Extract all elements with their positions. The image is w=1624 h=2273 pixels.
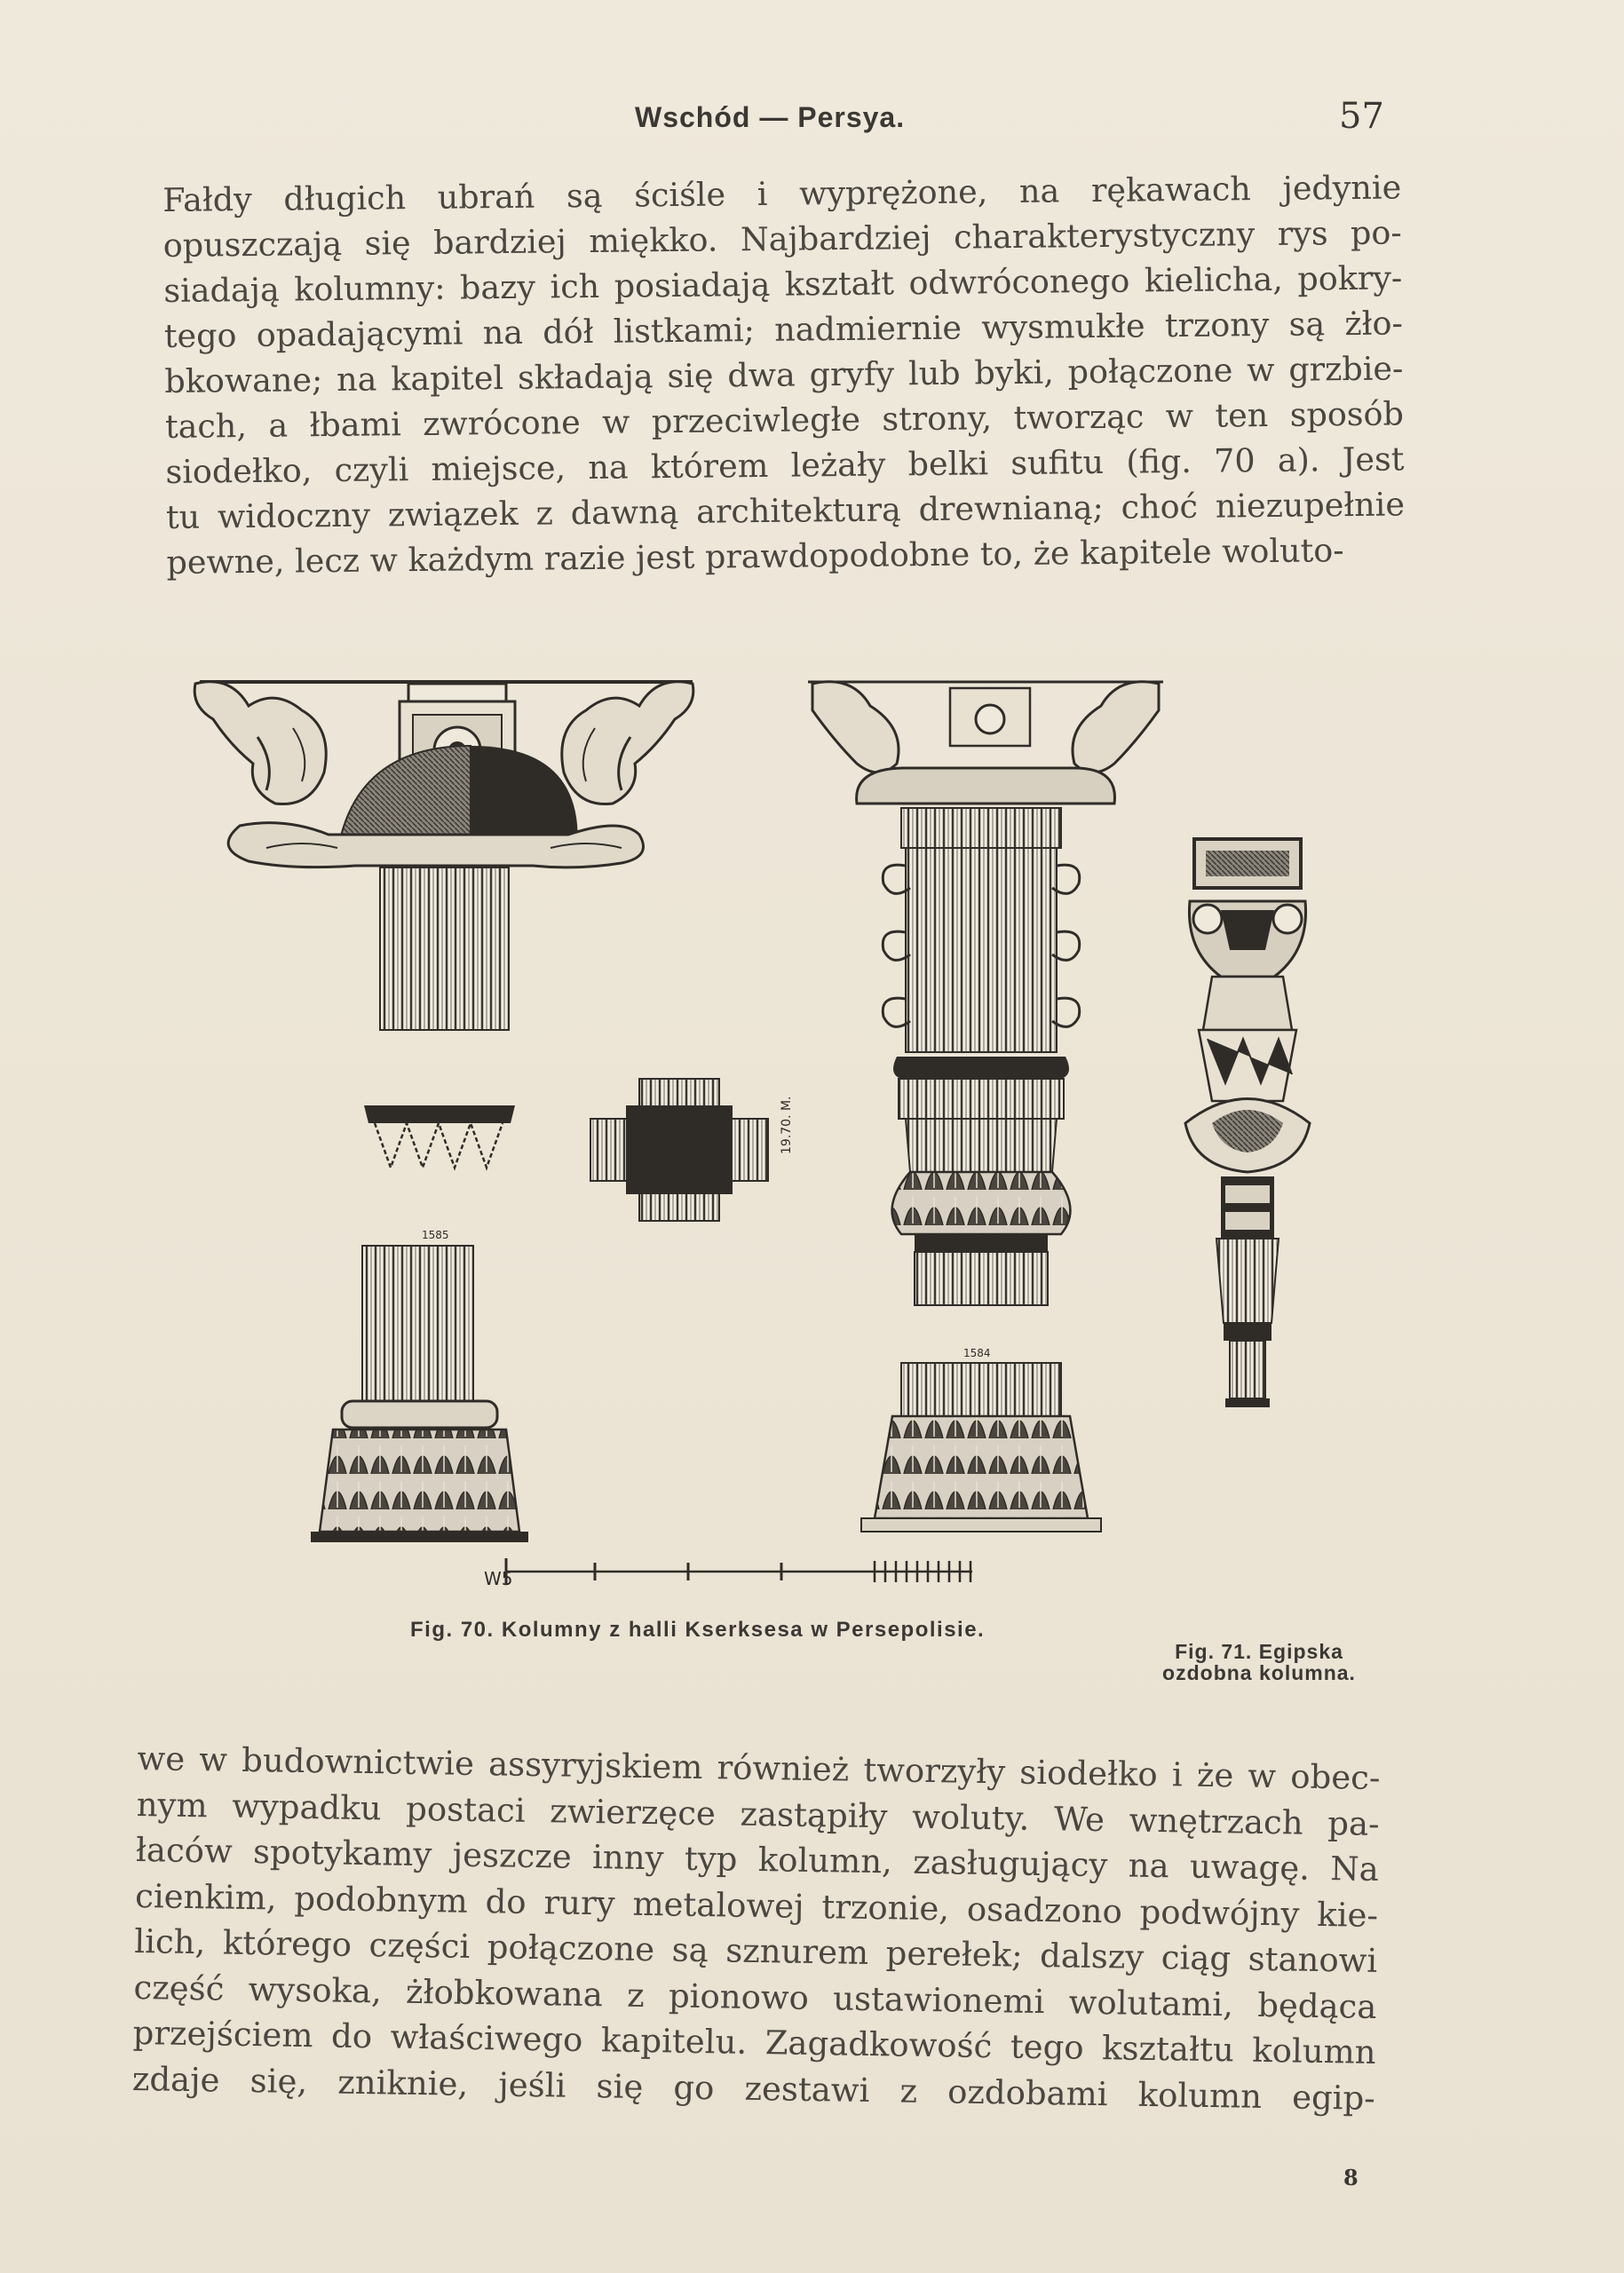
paragraph-bottom bbox=[132, 1736, 1381, 2121]
text-line: część wysoka, żłobkowana z pionowo ustawionemi wolutami, będąca bbox=[133, 1968, 1377, 2026]
text-line: siodełko, czyli miejsce, na którem leżały belki sufitu (fig. 70 a). Jest bbox=[165, 440, 1405, 491]
scale-bar bbox=[484, 1558, 972, 1589]
text-line: bkowane; na kapitel składają się dwa gryfy lub byki, połączone w grzbie- bbox=[164, 349, 1404, 400]
figure-71-caption-line2: ozdobna kolumna. bbox=[1162, 1661, 1356, 1684]
column-label-right: 1584 bbox=[963, 1347, 991, 1359]
text-line: nym wypadku postaci zwierzęce zastąpiły woluty. We wnętrzach pa- bbox=[136, 1785, 1380, 1843]
scale-label: W5 bbox=[484, 1568, 513, 1589]
text-line: siadają kolumny: bazy ich posiadają kształt odwróconego kielicha, pokry- bbox=[163, 258, 1403, 310]
egyptian-ornamental-column bbox=[1185, 839, 1310, 1407]
text-line: tach, a łbami zwrócone w przeciwległe strony, tworząc w ten sposób bbox=[164, 394, 1405, 446]
column-plan-drawing bbox=[590, 1079, 794, 1221]
figure-70-caption: Fig. 70. Kolumny z halli Kserksesa w Persepolisie. bbox=[410, 1618, 986, 1642]
column-base-drawing bbox=[311, 1229, 528, 1542]
tall-persian-column bbox=[808, 682, 1163, 1532]
column-engravings bbox=[178, 657, 1421, 1687]
text-line: tu widoczny związek z dawną architekturą drewnianą; choć niezupełnie bbox=[165, 485, 1406, 536]
text-line: łaców spotykamy jeszcze inny typ kolumn, zasługujący na uwagę. Na bbox=[135, 1830, 1380, 1889]
text-line: tego opadającymi na dół listkami; nadmiernie wysmukłe trzony są żło- bbox=[163, 304, 1404, 355]
page-number: 57 bbox=[1339, 96, 1384, 137]
sheet-number: 8 bbox=[1343, 2165, 1359, 2190]
fluting-profile-detail bbox=[364, 1105, 515, 1168]
text-line: zdaje się, zniknie, jeśli się go zestawi z ozdobami kolumn egip- bbox=[131, 2059, 1376, 2118]
text-line: pewne, lecz w każdym razie jest prawdopodobne to, że kapitele woluto- bbox=[166, 531, 1344, 582]
running-title: Wschód — Persya. bbox=[635, 101, 906, 133]
figure-71-caption-line1: Fig. 71. Egipska bbox=[1175, 1640, 1343, 1663]
figure-71-caption bbox=[1144, 1641, 1374, 1683]
text-line: Fałdy długich ubrań są ściśle i wyprężone, na rękawach jedynie bbox=[162, 168, 1402, 219]
plan-label: 19.70. M. bbox=[780, 1096, 794, 1154]
text-line: lich, którego części połączone są sznurem perełek; dalszy ciąg stanowi bbox=[134, 1921, 1378, 1980]
figure-illustration bbox=[178, 657, 1421, 1687]
text-line: cienkim, podobnym do rury metalowej trzonie, osadzono podwójny kie- bbox=[134, 1876, 1379, 1935]
paragraph-top bbox=[162, 164, 1406, 585]
column-label-left: 1585 bbox=[422, 1229, 449, 1241]
text-line: przejściem do właściwego kapitelu. Zagadkowość tego kształtu kolumn bbox=[132, 2013, 1376, 2071]
persian-bull-capital bbox=[194, 682, 693, 1030]
page-header bbox=[0, 96, 1624, 149]
text-line: opuszczają się bardziej miękko. Najbardziej charakterystyczny rys po- bbox=[162, 213, 1402, 265]
text-line: we w budownictwie assyryjskiem również tworzyły siodełko i że w obec- bbox=[137, 1738, 1381, 1797]
